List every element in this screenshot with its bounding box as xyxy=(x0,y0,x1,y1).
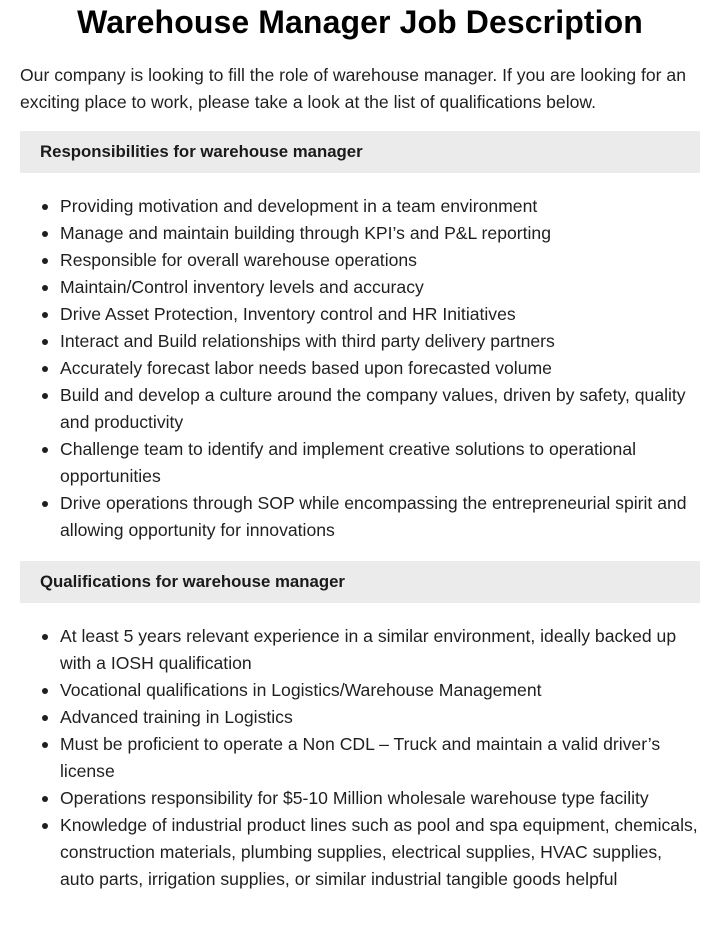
bullet-icon xyxy=(42,501,48,507)
bullet-icon xyxy=(42,742,48,748)
bullet-icon xyxy=(42,393,48,399)
list-item-text: Providing motivation and development in a team environment xyxy=(60,196,538,216)
list-item xyxy=(60,704,700,731)
list-item-text: Responsible for overall warehouse operations xyxy=(60,250,417,270)
list-item-text: Manage and maintain building through KPI’s and P&L reporting xyxy=(60,223,552,243)
list-item-text: Challenge team to identify and implement creative solutions to operational opportunities xyxy=(60,439,637,486)
bullet-icon xyxy=(42,796,48,802)
list-item-text: Knowledge of industrial product lines such as pool and spa equipment, chemicals, construction materials, plumbing supplies, electrical supplies, HVAC supplies, auto parts, irrigation supplies, or similar industrial tangible goods helpful xyxy=(60,815,698,889)
list-item xyxy=(60,677,700,704)
list-item xyxy=(60,274,700,301)
list-item-text: Vocational qualifications in Logistics/Warehouse Management xyxy=(60,680,542,700)
bullet-icon xyxy=(42,231,48,237)
list-item-text: Accurately forecast labor needs based upon forecasted volume xyxy=(60,358,552,378)
list-item xyxy=(60,812,700,893)
bullet-icon xyxy=(42,312,48,318)
qualifications-heading: Qualifications for warehouse manager xyxy=(20,561,700,603)
list-item-text: Operations responsibility for $5-10 Million wholesale warehouse type facility xyxy=(60,788,649,808)
list-item xyxy=(60,785,700,812)
list-item xyxy=(60,436,700,490)
bullet-icon xyxy=(42,823,48,829)
intro-paragraph: Our company is looking to fill the role of warehouse manager. If you are looking for an exciting place to work, please take a look at the list of qualifications below. xyxy=(20,65,686,112)
bullet-icon xyxy=(42,688,48,694)
list-item-text: Drive Asset Protection, Inventory control and HR Initiatives xyxy=(60,304,516,324)
list-item xyxy=(60,623,700,677)
list-item xyxy=(60,220,700,247)
list-item xyxy=(60,193,700,220)
responsibilities-list xyxy=(20,193,700,544)
bullet-icon xyxy=(42,715,48,721)
list-item xyxy=(60,731,700,785)
bullet-icon xyxy=(42,258,48,264)
list-item-text: Maintain/Control inventory levels and accuracy xyxy=(60,277,424,297)
bullet-icon xyxy=(42,447,48,453)
list-item xyxy=(60,328,700,355)
bullet-icon xyxy=(42,366,48,372)
list-item-text: Drive operations through SOP while encompassing the entrepreneurial spirit and allowing opportunity for innovations xyxy=(60,493,687,540)
list-item-text: Build and develop a culture around the company values, driven by safety, quality and productivity xyxy=(60,385,686,432)
page-title: Warehouse Manager Job Description xyxy=(77,4,643,40)
list-item-text: At least 5 years relevant experience in a similar environment, ideally backed up with a IOSH qualification xyxy=(60,626,677,673)
list-item-text: Must be proficient to operate a Non CDL – Truck and maintain a valid driver’s license xyxy=(60,734,661,781)
list-item-text: Interact and Build relationships with third party delivery partners xyxy=(60,331,555,351)
responsibilities-heading: Responsibilities for warehouse manager xyxy=(20,131,700,173)
list-item xyxy=(60,301,700,328)
qualifications-list xyxy=(20,623,700,893)
bullet-icon xyxy=(42,634,48,640)
list-item xyxy=(60,490,700,544)
list-item xyxy=(60,382,700,436)
bullet-icon xyxy=(42,285,48,291)
list-item xyxy=(60,247,700,274)
bullet-icon xyxy=(42,339,48,345)
bullet-icon xyxy=(42,204,48,210)
list-item-text: Advanced training in Logistics xyxy=(60,707,293,727)
list-item xyxy=(60,355,700,382)
